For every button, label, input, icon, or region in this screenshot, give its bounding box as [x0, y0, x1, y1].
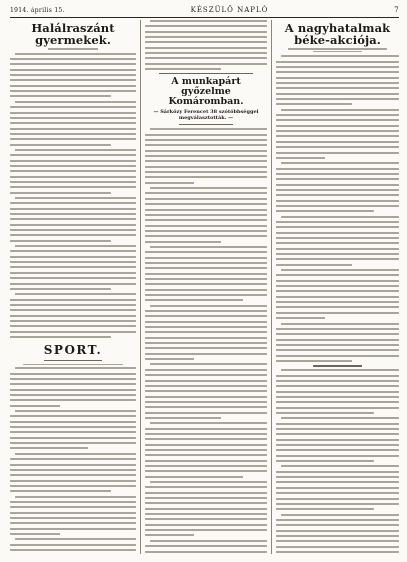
text-line	[276, 296, 399, 298]
text-line	[10, 58, 136, 60]
text-line	[276, 125, 399, 127]
text-line	[145, 337, 267, 339]
text-line	[276, 210, 374, 212]
text-line	[276, 93, 399, 95]
text-line	[10, 181, 136, 183]
text-line	[276, 333, 399, 335]
text-line	[276, 77, 399, 79]
text-line	[10, 544, 136, 546]
text-line	[145, 294, 267, 296]
text-line	[145, 449, 267, 451]
text-line	[276, 66, 399, 68]
text-line	[145, 353, 267, 355]
headline-right: A nagyhatalmak béke-akciója.	[284, 21, 391, 48]
text-line	[276, 248, 399, 250]
text-line	[276, 312, 399, 314]
text-line	[150, 246, 267, 248]
text-line	[10, 442, 136, 444]
text-line	[10, 85, 136, 87]
text-line	[145, 470, 267, 472]
text-line	[150, 481, 267, 483]
text-line	[145, 267, 267, 269]
text-line	[276, 232, 399, 234]
text-line	[276, 524, 399, 526]
text-line	[145, 155, 267, 157]
text-line	[10, 154, 136, 156]
text-line	[10, 549, 136, 551]
text-line	[276, 428, 399, 430]
text-line	[145, 433, 267, 435]
text-line	[276, 498, 399, 500]
text-line	[145, 278, 267, 280]
subhead-middle: — Sárközy Ferencet 38 szótöbbséggel megválasztották. —	[153, 109, 259, 122]
text-line	[10, 309, 136, 311]
text-line	[145, 225, 267, 227]
text-line	[150, 187, 267, 189]
text-line	[145, 171, 267, 173]
text-line	[10, 277, 136, 279]
paper-name: KÉSZÜLŐ NAPLÓ	[190, 6, 269, 14]
text-line	[276, 71, 399, 73]
text-line	[145, 412, 267, 414]
text-line	[276, 508, 374, 510]
subhead-left	[10, 48, 136, 50]
text-line	[145, 326, 267, 328]
text-line	[276, 455, 399, 457]
text-line	[10, 106, 136, 108]
text-line	[276, 375, 399, 377]
text-line	[281, 269, 399, 271]
text-line	[145, 283, 267, 285]
text-line	[10, 389, 136, 391]
text-line	[276, 178, 399, 180]
text-line	[10, 469, 136, 471]
text-line	[276, 280, 399, 282]
text-line	[10, 522, 136, 524]
text-line	[150, 363, 267, 365]
text-line	[276, 401, 399, 403]
text-line	[276, 242, 399, 244]
text-line	[145, 315, 267, 317]
text-line	[10, 112, 136, 114]
text-line	[276, 476, 399, 478]
text-line	[145, 182, 194, 184]
text-line	[10, 74, 136, 76]
text-line	[281, 323, 399, 325]
text-line	[276, 396, 399, 398]
text-line	[10, 304, 136, 306]
text-line	[276, 200, 399, 202]
text-line	[10, 480, 136, 482]
text-line	[150, 540, 267, 542]
text-line	[276, 141, 399, 143]
text-line	[10, 458, 136, 460]
text-line	[145, 497, 267, 499]
text-line	[276, 264, 352, 266]
text-line	[10, 69, 136, 71]
text-line	[145, 401, 267, 403]
text-line	[145, 380, 267, 382]
text-line	[276, 391, 399, 393]
text-line	[10, 213, 136, 215]
text-line	[276, 306, 399, 308]
text-line	[276, 546, 399, 548]
text-line	[145, 331, 267, 333]
text-line	[276, 184, 399, 186]
text-line	[145, 438, 267, 440]
text-line	[276, 226, 399, 228]
text-line	[10, 240, 111, 242]
text-line	[145, 460, 267, 462]
text-line	[276, 355, 399, 357]
text-line	[10, 490, 111, 492]
sport-subhead	[10, 364, 136, 366]
text-line	[15, 453, 136, 455]
text-line	[10, 528, 136, 530]
text-line	[276, 168, 399, 170]
text-line	[10, 394, 136, 396]
text-line	[276, 339, 399, 341]
divider	[179, 124, 233, 125]
text-line	[276, 530, 399, 532]
text-line	[276, 237, 399, 239]
text-line	[10, 378, 136, 380]
text-line	[15, 496, 136, 498]
text-line	[145, 139, 267, 141]
text-line	[10, 128, 136, 130]
text-line	[145, 203, 267, 205]
text-line	[276, 519, 399, 521]
text-line	[276, 481, 399, 483]
text-line	[10, 383, 136, 385]
text-line	[145, 251, 267, 253]
text-line	[10, 234, 136, 236]
text-line	[10, 229, 136, 231]
text-line	[15, 101, 136, 103]
text-line	[276, 487, 399, 489]
article-body-left-1	[10, 53, 136, 338]
text-line	[276, 119, 399, 121]
issue-date: 1914. április 15.	[10, 7, 65, 14]
text-line	[145, 160, 267, 162]
text-line	[10, 90, 136, 92]
article-body-middle-top	[145, 20, 267, 70]
text-line	[276, 301, 399, 303]
text-line	[276, 433, 399, 435]
text-line	[145, 396, 267, 398]
text-line	[145, 428, 267, 430]
text-line	[10, 170, 136, 172]
text-line	[10, 415, 136, 417]
text-line	[145, 358, 194, 360]
text-line	[10, 474, 136, 476]
text-line	[10, 218, 136, 220]
text-line	[276, 551, 399, 553]
text-line	[145, 209, 267, 211]
text-line	[10, 373, 136, 375]
text-line	[276, 449, 399, 451]
text-line	[10, 464, 136, 466]
text-line	[10, 63, 136, 65]
text-line	[10, 186, 136, 188]
text-line	[10, 283, 136, 285]
section-title-right	[276, 365, 399, 367]
text-line	[10, 250, 136, 252]
text-line	[145, 192, 267, 194]
article-body-right-1	[276, 55, 399, 362]
text-line	[10, 256, 136, 258]
text-line	[150, 305, 267, 307]
text-line	[276, 152, 399, 154]
text-line	[276, 503, 399, 505]
text-line	[15, 53, 136, 55]
text-line	[145, 406, 267, 408]
text-line	[276, 540, 399, 542]
text-line	[10, 331, 136, 333]
text-line	[145, 41, 267, 43]
text-line	[276, 535, 399, 537]
text-line	[10, 431, 136, 433]
text-line	[10, 224, 136, 226]
text-line	[281, 109, 399, 111]
text-line	[276, 157, 325, 159]
text-line	[145, 508, 267, 510]
text-line	[145, 52, 267, 54]
text-line	[276, 253, 399, 255]
text-line	[276, 412, 374, 414]
text-line	[276, 344, 399, 346]
text-line	[276, 173, 399, 175]
text-line	[276, 274, 399, 276]
subhead-right	[276, 48, 399, 52]
text-line	[145, 518, 267, 520]
text-line	[145, 347, 267, 349]
text-line	[145, 417, 221, 419]
text-line	[10, 437, 136, 439]
text-line	[10, 426, 136, 428]
text-line	[145, 230, 267, 232]
text-line	[150, 20, 267, 22]
text-line	[145, 166, 267, 168]
text-line	[281, 55, 399, 57]
section-title-sport: SPORT.	[43, 342, 103, 357]
divider	[159, 73, 253, 74]
text-line	[15, 149, 136, 151]
text-line	[145, 551, 267, 553]
text-line	[10, 501, 136, 503]
text-line	[145, 289, 267, 291]
text-line	[145, 476, 243, 478]
text-line	[276, 87, 399, 89]
text-line	[10, 160, 136, 162]
text-line	[145, 385, 267, 387]
text-line	[145, 529, 267, 531]
text-line	[10, 122, 136, 124]
text-line	[10, 288, 111, 290]
text-line	[10, 202, 136, 204]
text-line	[276, 290, 399, 292]
text-line	[145, 374, 267, 376]
text-line	[145, 68, 221, 70]
text-line	[276, 360, 352, 362]
text-line	[10, 133, 136, 135]
headline-left: Halálraszánt gyermekek.	[31, 21, 115, 48]
text-line	[15, 367, 136, 369]
text-line	[276, 98, 399, 100]
text-line	[276, 349, 399, 351]
text-line	[10, 512, 136, 514]
text-line	[10, 320, 136, 322]
text-line	[145, 134, 267, 136]
text-line	[145, 534, 194, 536]
text-line	[276, 221, 399, 223]
text-line	[145, 465, 267, 467]
text-line	[276, 114, 399, 116]
article-body-left-2	[10, 367, 136, 554]
text-line	[10, 144, 111, 146]
text-line	[15, 245, 136, 247]
text-line	[145, 219, 267, 221]
text-line	[15, 197, 136, 199]
text-line	[10, 208, 136, 210]
text-line	[145, 150, 267, 152]
text-line	[145, 241, 221, 243]
text-line	[145, 57, 267, 59]
column-middle	[140, 20, 271, 554]
text-line	[145, 486, 267, 488]
text-line	[281, 514, 399, 516]
text-line	[10, 405, 60, 407]
text-line	[276, 492, 399, 494]
text-line	[10, 176, 136, 178]
text-line	[281, 465, 399, 467]
text-line	[10, 399, 136, 401]
text-line	[281, 162, 399, 164]
text-line	[10, 325, 136, 327]
text-line	[10, 517, 136, 519]
text-line	[276, 380, 399, 382]
text-line	[276, 146, 399, 148]
text-line	[145, 299, 243, 301]
text-line	[145, 176, 267, 178]
text-line	[145, 310, 267, 312]
text-line	[145, 321, 267, 323]
text-line	[145, 235, 267, 237]
text-line	[15, 293, 136, 295]
text-line	[276, 444, 399, 446]
text-line	[276, 407, 399, 409]
text-line	[145, 262, 267, 264]
text-line	[281, 369, 399, 371]
text-line	[10, 138, 136, 140]
text-line	[276, 194, 399, 196]
text-line	[10, 266, 136, 268]
text-line	[10, 79, 136, 81]
text-line	[281, 216, 399, 218]
text-line	[15, 410, 136, 412]
text-line	[145, 545, 267, 547]
text-line	[145, 214, 267, 216]
text-line	[145, 31, 267, 33]
text-line	[276, 317, 325, 319]
text-line	[276, 61, 399, 63]
text-line	[10, 117, 136, 119]
article-body-middle	[145, 128, 267, 554]
text-line	[276, 471, 399, 473]
text-line	[145, 25, 267, 27]
text-line	[10, 95, 111, 97]
text-line	[145, 342, 267, 344]
text-line	[276, 328, 399, 330]
text-line	[10, 506, 136, 508]
text-line	[145, 144, 267, 146]
text-line	[276, 258, 399, 260]
text-line	[276, 285, 399, 287]
text-line	[15, 538, 136, 540]
text-line	[145, 36, 267, 38]
text-line	[276, 423, 399, 425]
text-line	[10, 272, 136, 274]
headline-middle: A munkapárt győzelme Komáromban.	[168, 76, 244, 108]
text-line	[276, 385, 399, 387]
text-line	[145, 390, 267, 392]
text-line	[10, 192, 111, 194]
text-line	[276, 439, 399, 441]
column-right	[271, 20, 399, 554]
text-line	[10, 315, 136, 317]
text-line	[276, 135, 399, 137]
text-line	[276, 130, 399, 132]
masthead	[10, 6, 399, 18]
article-columns	[10, 20, 399, 554]
text-line	[10, 533, 60, 535]
text-line	[276, 82, 399, 84]
text-line	[10, 165, 136, 167]
text-line	[10, 447, 88, 449]
text-line	[145, 369, 267, 371]
text-line	[145, 454, 267, 456]
text-line	[10, 421, 136, 423]
text-line	[145, 47, 267, 49]
divider	[44, 360, 102, 361]
text-line	[145, 273, 267, 275]
text-line	[145, 444, 267, 446]
text-line	[150, 128, 267, 130]
text-line	[10, 485, 136, 487]
text-line	[276, 103, 352, 105]
text-line	[10, 336, 111, 338]
text-line	[145, 63, 267, 65]
text-line	[145, 513, 267, 515]
text-line	[10, 299, 136, 301]
text-line	[150, 422, 267, 424]
text-line	[281, 417, 399, 419]
text-line	[10, 261, 136, 263]
text-line	[276, 460, 374, 462]
page-number: 7	[394, 6, 399, 14]
text-line	[145, 198, 267, 200]
text-line	[145, 492, 267, 494]
text-line	[145, 257, 267, 259]
article-body-right-2	[276, 369, 399, 554]
text-line	[145, 524, 267, 526]
text-line	[145, 502, 267, 504]
text-line	[276, 189, 399, 191]
column-left	[10, 20, 140, 554]
text-line	[276, 205, 399, 207]
